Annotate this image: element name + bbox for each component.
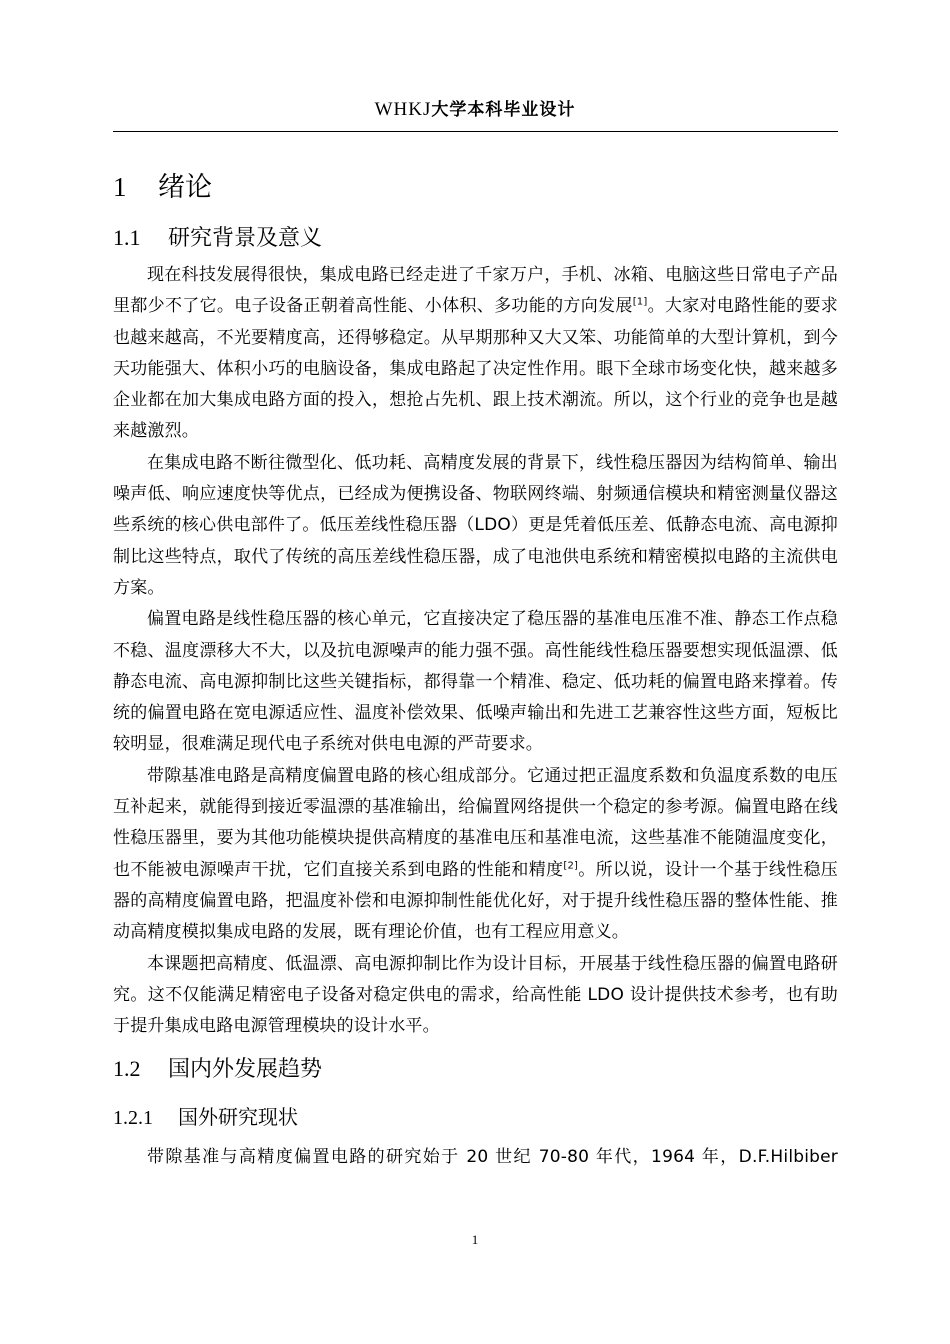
- subsection-heading-1-2-1: [113, 1092, 838, 1142]
- citation-ref-2: [2]: [563, 859, 579, 871]
- section-heading-1-1: [113, 215, 838, 260]
- running-header: [0, 95, 950, 121]
- section-title: 国内外发展趋势: [168, 1057, 323, 1083]
- paragraph-3: 偏置电路是线性稳压器的核心单元，它直接决定了稳压器的基准电压准不准、静态工作点稳不稳、温度漂移大不大，以及抗电源噪声的能力强不强。高性能线性稳压器要想实现低温漂、低静态电流、高电源抑制比这些关键指标，都得靠一个精准、稳定、低功耗的偏置电路来撑着。传统的偏置电路在宽电源适应性、温度补偿效果、低噪声输出和先进工艺兼容性这些方面，短板比较明显，很难满足现代电子系统对供电电源的严苛要求。: [113, 609, 838, 755]
- header-title: 大学本科毕业设计: [431, 100, 576, 120]
- subsection-title: 国外研究现状: [178, 1105, 298, 1130]
- section-number: 1.2: [113, 1056, 141, 1082]
- paragraph-text: 现在科技发展得很快，集成电路已经走进了千家万户，手机、冰箱、电脑这些日常电子产品里都少不了它。电子设备正朝着高性能、小体积、多功能的方向发展: [113, 265, 838, 317]
- paragraph-5: 本课题把高精度、低温漂、高电源抑制比作为设计目标，开展基于线性稳压器的偏置电路研究。这不仅能满足精密电子设备对稳定供电的需求，给高性能 LDO 设计提供技术参考，也有助于提升集成电路电源管理模块的设计水平。: [113, 953, 838, 1037]
- subsection-number: 1.2.1: [113, 1107, 153, 1130]
- paragraph-text: 。大家对电路性能的要求也越来越高，不光要精度高，还得够稳定。从早期那种又大又笨、功能简单的大型计算机，到今天功能强大、体积小巧的电脑设备，集成电路起了决定性作用。眼下全球市场变化快，越来越多企业都在加大集成电路方面的投入，想抢占先机、跟上技术潮流。所以，这个行业的竞争也是越来越激烈。: [113, 296, 839, 442]
- paragraph-text: 。所以说，设计一个基于线性稳压器的高精度偏置电路，把温度补偿和电源抑制性能优化好，对于提升线性稳压器的整体性能、推动高精度模拟集成电路的发展，既有理论价值，也有工程应用意义。: [113, 859, 838, 943]
- paragraph-2: 在集成电路不断往微型化、低功耗、高精度发展的背景下，线性稳压器因为结构简单、输出噪声低、响应速度快等优点，已经成为便携设备、物联网终端、射频通信模块和精密测量仪器这些系统的核心供电部件了。低压差线性稳压器（LDO）更是凭着低压差、低静态电流、高电源抑制比这些特点，取代了传统的高压差线性稳压器，成了电池供电系统和精密模拟电路的主流供电方案。: [113, 452, 838, 598]
- paragraph-text: 带隙基准电路是高精度偏置电路的核心组成部分。它通过把正温度系数和负温度系数的电压互补起来，就能得到接近零温漂的基准输出，给偏置网络提供一个稳定的参考源。偏置电路在线性稳压器里，要为其他功能模块提供高精度的基准电压和基准电流，这些基准不能随温度变化，也不能被电源噪声干扰，它们直接关系到电路的性能和精度: [113, 765, 838, 880]
- main-content: [113, 160, 838, 1174]
- chapter-number: 1: [113, 172, 127, 202]
- page-number: 1: [471, 1232, 479, 1247]
- section-number: 1.1: [113, 225, 141, 250]
- paragraph-1: [113, 260, 838, 448]
- section-title: 研究背景及意义: [168, 226, 323, 251]
- paragraph-6: 带隙基准与高精度偏置电路的研究始于 20 世纪 70-80 年代，1964 年，D.F.Hilbiber: [147, 1147, 838, 1168]
- header-latin: WHKJ: [374, 99, 432, 120]
- chapter-heading: [113, 160, 838, 215]
- header-rule: [113, 131, 838, 132]
- section-heading-1-2: [113, 1046, 838, 1092]
- paragraph-4: [113, 761, 838, 949]
- citation-ref-1: [1]: [632, 296, 648, 308]
- chapter-title: 绪论: [158, 172, 212, 203]
